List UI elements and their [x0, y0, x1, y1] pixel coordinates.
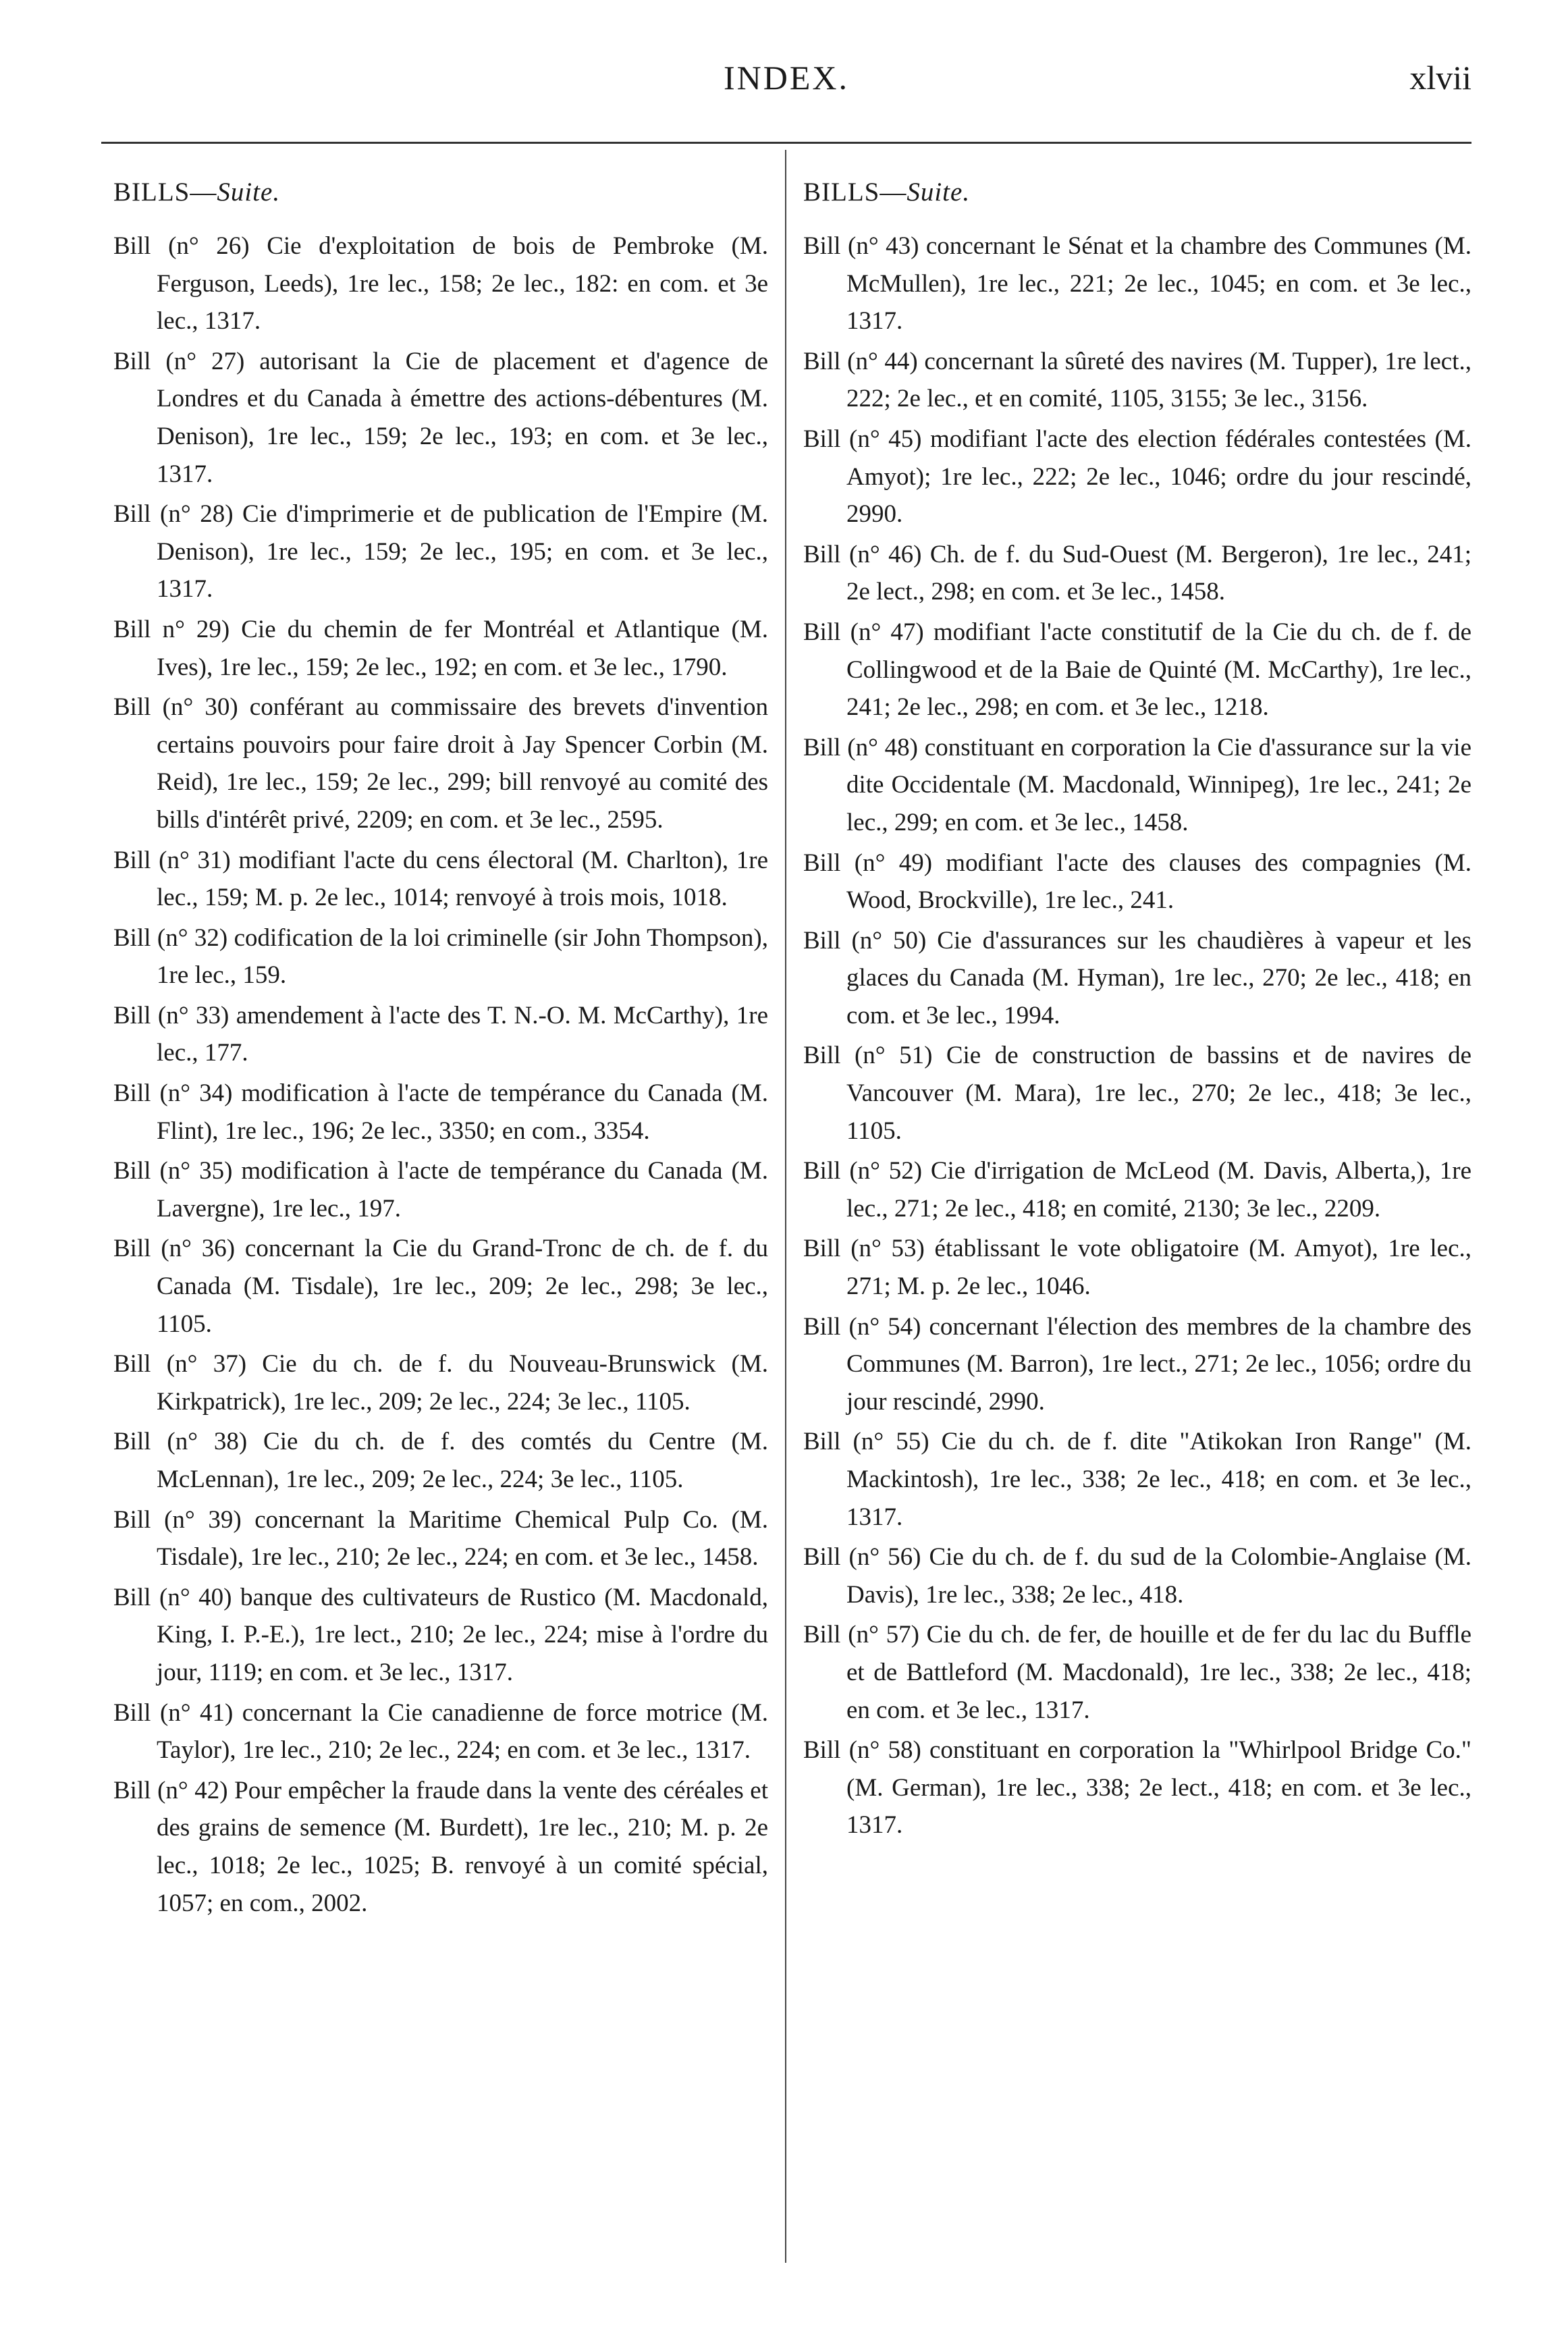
index-entry: Bill (n° 28) Cie d'imprimerie et de publication de l'Empire (M. Denison), 1re lec., 159; 2e lec., 195; en com. et 3e lec., 1317.	[113, 500, 768, 603]
index-entry: Bill (n° 40) banque des cultivateurs de Rustico (M. Macdonald, King, I. P.-E.), 1re lect., 210; 2e lec., 224; mise à l'ordre du jour, 1119; en com. et 3e lec., 1317.	[113, 1583, 768, 1686]
index-entry: Bill (n° 46) Ch. de f. du Sud-Ouest (M. Bergeron), 1re lec., 241; 2e lect., 298; en com. et 3e lec., 1458.	[803, 540, 1471, 606]
index-entry: Bill (n° 44) concernant la sûreté des navires (M. Tupper), 1re lect., 222; 2e lec., et en comité, 1105, 3155; 3e lec., 3156.	[803, 347, 1471, 413]
page-number: xlvii	[1409, 59, 1471, 97]
page-title: INDEX.	[723, 59, 850, 97]
index-entry: Bill (n° 57) Cie du ch. de fer, de houille et de fer du lac du Buffle et de Battleford (M. Macdonald), 1re lec., 338; 2e lec., 418; en com. et 3e lec., 1317.	[803, 1621, 1471, 1724]
page-header	[101, 58, 1471, 119]
index-entry: Bill (n° 35) modification à l'acte de tempérance du Canada (M. Lavergne), 1re lec., 197.	[113, 1157, 768, 1223]
index-entry: Bill (n° 51) Cie de construction de bassins et de navires de Vancouver (M. Mara), 1re lec., 270; 2e lec., 418; 3e lec., 1105.	[803, 1042, 1471, 1145]
index-entry: Bill (n° 48) constituant en corporation la Cie d'assurance sur la vie dite Occidentale (M. Macdonald, Winnipeg), 1re lec., 241; 2e lec., 299; en com. et 3e lec., 1458.	[803, 733, 1471, 836]
index-entry: Bill (n° 38) Cie du ch. de f. des comtés du Centre (M. McLennan), 1re lec., 209; 2e lec., 224; 3e lec., 1105.	[113, 1428, 768, 1493]
heading-text: BILLS—	[113, 178, 217, 207]
index-entry: Bill (n° 41) concernant la Cie canadienne de force motrice (M. Taylor), 1re lec., 210; 2e lec., 224; en com. et 3e lec., 1317.	[113, 1698, 768, 1765]
index-entry: Bill (n° 43) concernant le Sénat et la chambre des Communes (M. McMullen), 1re lec., 221; 2e lec., 1045; en com. et 3e lec., 1317.	[803, 232, 1471, 336]
column-divider	[785, 150, 786, 2263]
index-entry: Bill (n° 36) concernant la Cie du Grand-Tronc de ch. de f. du Canada (M. Tisdale), 1re lec., 209; 2e lec., 298; 3e lec., 1105.	[113, 1235, 768, 1338]
header-rule	[101, 142, 1471, 144]
index-entry: Bill (n° 30) conférant au commissaire des brevets d'invention certains pouvoirs pour faire droit à Jay Spencer Corbin (M. Reid), 1re lec., 159; 2e lec., 299; bill renvoyé au comité des bills d'intérêt privé, 2209; en com. et 3e lec., 2595.	[113, 693, 768, 834]
heading-suffix: Suite.	[907, 178, 971, 207]
index-entry: Bill (n° 55) Cie du ch. de f. dite "Atikokan Iron Range" (M. Mackintosh), 1re lec., 338; 2e lec., 418; en com. et 3e lec., 1317.	[803, 1428, 1471, 1531]
index-entry: Bill (n° 52) Cie d'irrigation de McLeod (M. Davis, Alberta,), 1re lec., 271; 2e lec., 418; en comité, 2130; 3e lec., 2209.	[803, 1157, 1471, 1223]
index-entry: Bill (n° 26) Cie d'exploitation de bois de Pembroke (M. Ferguson, Leeds), 1re lec., 158; 2e lec., 182: en com. et 3e lec., 1317.	[113, 232, 768, 336]
index-entry: Bill (n° 54) concernant l'élection des membres de la chambre des Communes (M. Barron), 1re lect., 271; 2e lec., 1056; ordre du jour rescindé, 2990.	[803, 1312, 1471, 1416]
index-entry: Bill (n° 34) modification à l'acte de tempérance du Canada (M. Flint), 1re lec., 196; 2e lec., 3350; en com., 3354.	[113, 1079, 768, 1145]
column-heading	[803, 177, 1471, 207]
index-entry: Bill (n° 49) modifiant l'acte des clauses des compagnies (M. Wood, Brockville), 1re lec., 241.	[803, 849, 1471, 915]
right-column	[803, 177, 1471, 1847]
index-entry: Bill (n° 32) codification de la loi criminelle (sir John Thompson), 1re lec., 159.	[113, 923, 768, 990]
heading-suffix: Suite.	[217, 178, 281, 207]
index-entry: Bill (n° 53) établissant le vote obligatoire (M. Amyot), 1re lec., 271; M. p. 2e lec., 1046.	[803, 1235, 1471, 1301]
index-entry: Bill n° 29) Cie du chemin de fer Montréal et Atlantique (M. Ives), 1re lec., 159; 2e lec., 192; en com. et 3e lec., 1790.	[113, 615, 768, 681]
index-entry: Bill (n° 58) constituant en corporation la "Whirlpool Bridge Co." (M. German), 1re lec., 338; 2e lect., 418; en com. et 3e lec., 1317.	[803, 1736, 1471, 1840]
index-entry: Bill (n° 27) autorisant la Cie de placement et d'agence de Londres et du Canada à émettre des actions-débentures (M. Denison), 1re lec., 159; 2e lec., 193; en com. et 3e lec., 1317.	[113, 347, 768, 488]
index-entry: Bill (n° 45) modifiant l'acte des election fédérales contestées (M. Amyot); 1re lec., 222; 2e lec., 1046; ordre du jour rescindé, 2990.	[803, 425, 1471, 529]
column-heading	[113, 177, 768, 207]
index-entry: Bill (n° 42) Pour empêcher la fraude dans la vente des céréales et des grains de semence (M. Burdett), 1re lec., 210; M. p. 2e lec., 1018; 2e lec., 1025; B. renvoyé à un comité spécial, 1057; en com., 2002.	[113, 1776, 768, 1917]
index-entry: Bill (n° 56) Cie du ch. de f. du sud de la Colombie-Anglaise (M. Davis), 1re lec., 338; 2e lec., 418.	[803, 1543, 1471, 1609]
index-entry: Bill (n° 39) concernant la Maritime Chemical Pulp Co. (M. Tisdale), 1re lec., 210; 2e lec., 224; en com. et 3e lec., 1458.	[113, 1505, 768, 1572]
index-entry: Bill (n° 31) modifiant l'acte du cens électoral (M. Charlton), 1re lec., 159; M. p. 2e lec., 1014; renvoyé à trois mois, 1018.	[113, 846, 768, 912]
index-entry: Bill (n° 37) Cie du ch. de f. du Nouveau-Brunswick (M. Kirkpatrick), 1re lec., 209; 2e lec., 224; 3e lec., 1105.	[113, 1350, 768, 1416]
index-entry: Bill (n° 33) amendement à l'acte des T. N.-O. M. McCarthy), 1re lec., 177.	[113, 1001, 768, 1067]
index-entry: Bill (n° 47) modifiant l'acte constitutif de la Cie du ch. de f. de Collingwood et de la Baie de Quinté (M. McCarthy), 1re lec., 241; 2e lec., 298; en com. et 3e lec., 1218.	[803, 618, 1471, 722]
index-entry: Bill (n° 50) Cie d'assurances sur les chaudières à vapeur et les glaces du Canada (M. Hyman), 1re lec., 270; 2e lec., 418; en com. et 3e lec., 1994.	[803, 926, 1471, 1029]
left-column	[113, 177, 768, 1925]
heading-text: BILLS—	[803, 178, 907, 207]
